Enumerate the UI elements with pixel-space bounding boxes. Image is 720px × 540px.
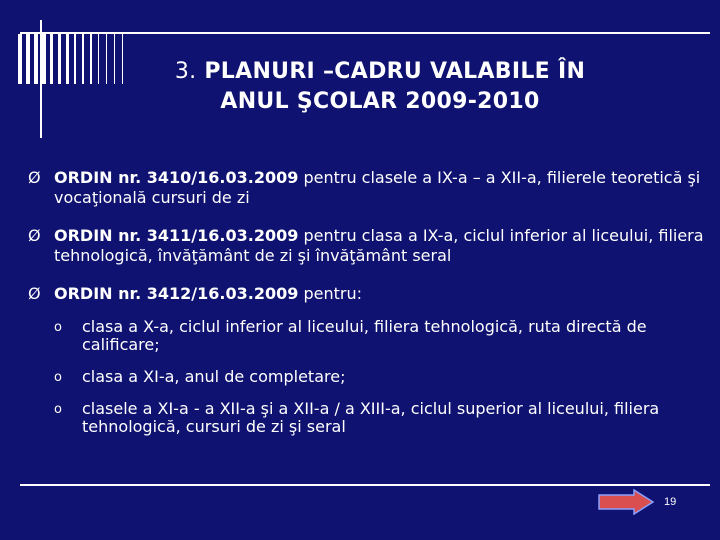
subbullet-text: clasa a XI-a, anul de completare; [82, 367, 346, 386]
bullet-arrow-icon: Ø [28, 226, 41, 245]
decorative-vertical-rule [40, 20, 42, 138]
bullet-item [28, 168, 708, 208]
right-arrow-icon[interactable] [598, 489, 654, 515]
order-number: ORDIN nr. 3412/16.03.2009 [54, 284, 299, 303]
circle-bullet-icon: o [54, 402, 62, 417]
page-number: 19 [664, 496, 677, 508]
order-number: ORDIN nr. 3410/16.03.2009 [54, 168, 299, 187]
title-text-1: PLANURI –CADRU VALABILE ÎN [204, 59, 586, 84]
subbullet-text: clasele a XI-a - a XII-a şi a XII-a / a XIII-a, ciclul superior al liceului, filiera tehnologică, cursuri de zi şi seral [82, 399, 660, 436]
subbullet-item [28, 318, 708, 354]
bullet-text: pentru clasa a IX-a, ciclul inferior al liceului, filiera tehnologică, învăţământ de zi şi învăţământ seral [54, 226, 704, 265]
title-line-2: ANUL ŞCOLAR 2009-2010 [220, 89, 540, 114]
circle-bullet-icon: o [54, 370, 62, 385]
slide-title [120, 57, 640, 117]
circle-bullet-icon: o [54, 320, 62, 335]
subbullet-item [28, 400, 708, 436]
bullet-item [28, 226, 708, 266]
bullet-item [28, 284, 708, 304]
bullet-text: pentru clasele a IX-a – a XII-a, filierele teoretică şi vocaţională cursuri de zi [54, 168, 701, 207]
subbullet-text: clasa a X-a, ciclul inferior al liceului, filiera tehnologică, ruta directă de calificare; [82, 317, 647, 354]
order-number: ORDIN nr. 3411/16.03.2009 [54, 226, 299, 245]
bottom-divider [20, 484, 710, 486]
bullet-list [28, 168, 708, 450]
bullet-arrow-icon: Ø [28, 168, 41, 187]
bullet-arrow-icon: Ø [28, 284, 41, 303]
subbullet-item [28, 368, 708, 386]
top-divider [20, 32, 710, 34]
title-number: 3. [174, 59, 197, 84]
title-line-1 [120, 57, 640, 87]
bullet-text: pentru: [298, 284, 362, 303]
